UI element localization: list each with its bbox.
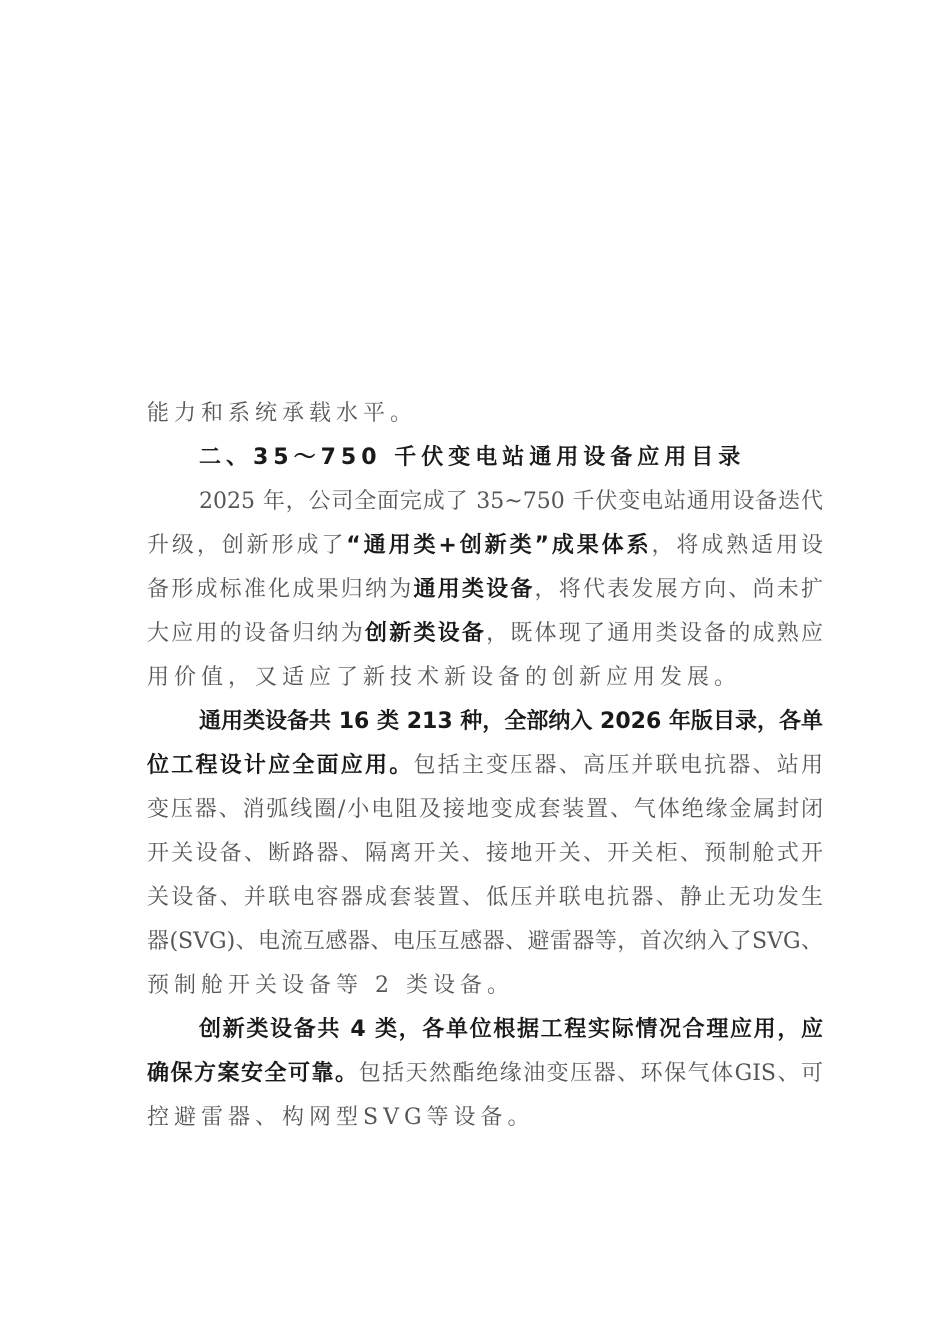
bold-text: 确保方案安全可靠。 [147,1061,359,1086]
bold-text: 通用类设备共 16 类 213 种，全部纳入 2026 年版目录，各单 [199,709,823,734]
body-text: 能力和系统承载水平。 [147,401,418,426]
body-text: 开关设备、断路器、隔离开关、接地开关、开关柜、预制舱式开 [147,841,823,866]
text-line [147,1052,823,1096]
section-heading [147,436,823,480]
text-line [147,1008,823,1052]
body-text: 预制舱开关设备等 2 类设备。 [147,973,514,998]
text-line [147,1096,823,1140]
text-line [147,876,823,920]
text-line [147,612,823,656]
body-text: 包括主变压器、高压并联电抗器、站用 [413,753,823,778]
text-line [147,392,823,436]
body-text: 2025 年，公司全面完成了 35~750 千伏变电站通用设备迭代 [199,489,823,514]
bold-text: 位工程设计应全面应用。 [147,753,414,778]
body-text: ，将成熟适用设 [651,533,823,558]
bold-text: 创新类设备 [365,621,487,646]
bold-text: “通用类+创新类”成果体系 [346,533,652,558]
bold-text: 创新类设备共 4 类，各单位根据工程实际情况合理应用，应 [199,1017,823,1042]
body-text: 控避雷器、构网型SVG等设备。 [147,1105,535,1130]
text-line [147,788,823,832]
body-text: 升级，创新形成了 [147,533,347,558]
text-line [147,656,823,700]
text-line [147,832,823,876]
text-line [147,568,823,612]
body-text: 器(SVG)、电流互感器、电压互感器、避雷器等，首次纳入了SVG、 [147,929,823,954]
body-text: 备形成标准化成果归纳为 [147,577,414,602]
body-text: 用价值，又适应了新技术新设备的创新应用发展。 [147,665,742,690]
body-text: 关设备、并联电容器成套装置、低压并联电抗器、静止无功发生 [147,885,823,910]
text-line [147,480,823,524]
body-text: 包括天然酯绝缘油变压器、环保气体GIS、可 [358,1061,823,1086]
bold-text: 二、35～750 千伏变电站通用设备应用目录 [199,445,746,470]
text-line [147,700,823,744]
text-line [147,744,823,788]
body-text: 变压器、消弧线圈/小电阻及接地变成套装置、气体绝缘金属封闭 [147,797,823,822]
text-line [147,964,823,1008]
body-text: ，既体现了通用类设备的成熟应 [486,621,823,646]
text-line [147,920,823,964]
bold-text: 通用类设备 [413,577,535,602]
body-text: ，将代表发展方向、尚未扩 [534,577,823,602]
body-text: 大应用的设备归纳为 [147,621,365,646]
document-body [147,392,823,1140]
text-line [147,524,823,568]
